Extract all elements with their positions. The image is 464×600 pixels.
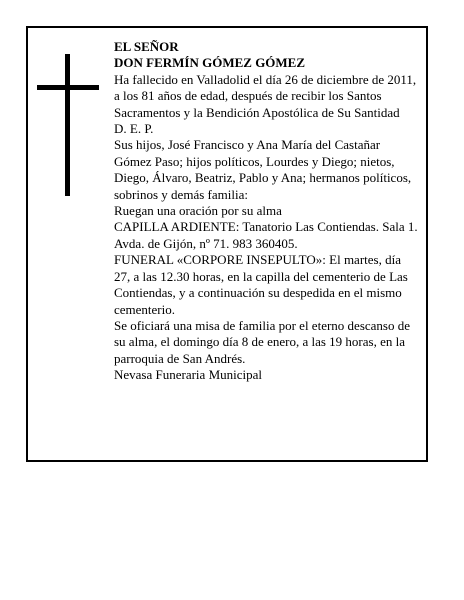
obituary-text (114, 39, 420, 384)
funeral-info: FUNERAL «CORPORE INSEPULTO»: El martes, día 27, a las 12.30 horas, en la capilla del cementerio de Las Contiendas, y a continuación su despedida en el mismo cementerio. (114, 252, 408, 317)
cross-vertical-bar (65, 54, 70, 196)
mass-info: Se oficiará una misa de familia por el eterno descanso de su alma, el domingo día 8 de enero, a las 19 horas, en la parroquia de San Andrés. (114, 317, 410, 366)
family-list: Sus hijos, José Francisco y Ana María del Castañar Gómez Paso; hijos políticos, Lourdes y Diego; nietos, Diego, Álvaro, Beatriz, Pablo y Ana; hermanos políticos, sobrinos y demás familia: (114, 137, 412, 202)
heading-title: EL SEÑOR (114, 39, 179, 54)
death-statement: Ha fallecido en Valladolid el día 26 de diciembre de 2011, a los 81 años de edad, después de recibir los Santos Sacramentos y la Bendición Apostólica de Su Santidad (114, 71, 417, 120)
dep-text: D. E. P. (114, 121, 154, 137)
cross-horizontal-bar (37, 85, 99, 90)
latin-cross-icon (37, 54, 99, 196)
funeral-home: Nevasa Funeraria Municipal (114, 367, 263, 383)
deceased-name: DON FERMÍN GÓMEZ GÓMEZ (114, 55, 306, 71)
prayer-request: Ruegan una oración por su alma (114, 203, 282, 219)
chapel-info: CAPILLA ARDIENTE: Tanatorio Las Contiendas. Sala 1. Avda. de Gijón, nº 71. 983 360405. (114, 219, 418, 251)
